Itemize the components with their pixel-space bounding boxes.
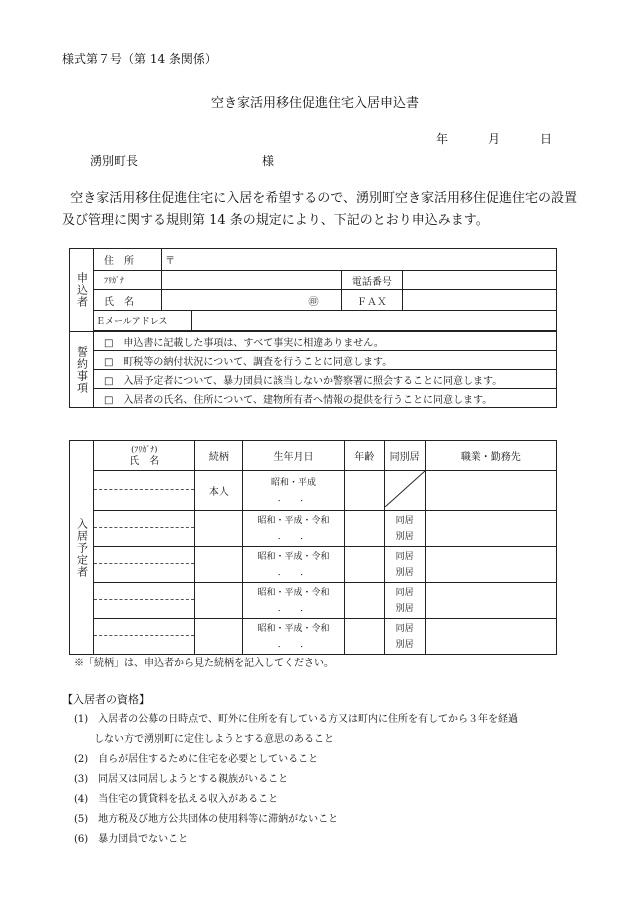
resident-occupation-field[interactable] (425, 619, 556, 655)
date-dots: ． ． (277, 603, 310, 614)
qualification-item: (6) 暴力団員でないこと (74, 834, 189, 845)
date-year: 年 (436, 132, 449, 146)
era-choices: 昭和・平成 (271, 477, 317, 488)
resident-age-field[interactable] (344, 511, 384, 547)
era-choices: 昭和・平成・令和 (257, 515, 330, 526)
header-relation: 続柄 (195, 441, 243, 471)
era-choices: 昭和・平成・令和 (257, 551, 330, 562)
address-label: 住 所 (93, 249, 161, 271)
intro-text: 空き家活用移住促進住宅に入居を希望するので、湧別町空き家活用移住促進住宅の設置及び管理に関する規則第 14 条の規定により、下記のとおり申込みます。 (62, 191, 578, 228)
resident-relation: 本人 (195, 471, 243, 511)
resident-occupation-field[interactable] (425, 547, 556, 583)
fax-field[interactable] (403, 290, 557, 311)
seal-icon: ㊞ (308, 296, 319, 308)
postal-mark: 〒 (165, 256, 176, 267)
resident-age-field[interactable] (344, 583, 384, 619)
header-name (93, 441, 195, 471)
date-dots: ． ． (277, 493, 310, 504)
resident-occupation-field[interactable] (425, 471, 556, 511)
header-age: 年齢 (344, 441, 384, 471)
date-dots: ． ． (277, 639, 310, 650)
addressee-name: 湧別町長 (90, 154, 139, 168)
era-choices: 昭和・平成・令和 (257, 623, 330, 634)
page-title: 空き家活用移住促進住宅入居申込書 (210, 96, 419, 111)
table-row (70, 619, 557, 655)
table-row (70, 511, 557, 547)
applicant-table (69, 248, 557, 408)
resident-birthdate-field[interactable] (243, 471, 345, 511)
pledge-item[interactable]: □ 入居者の氏名、住所について、建物所有者へ情報の提供を行うことに同意します。 (93, 389, 556, 408)
resident-name-field[interactable] (93, 511, 195, 547)
resident-name-field[interactable] (93, 547, 195, 583)
email-field[interactable] (191, 311, 556, 331)
resident-birthdate-field[interactable] (243, 583, 345, 619)
pledge-item[interactable]: □ 町税等の納付状況について、調査を行うことに同意します。 (93, 351, 556, 370)
resident-age-field[interactable] (344, 547, 384, 583)
qualification-item: (1) 入居者の公募の日時点で、町外に住所を有している方又は町内に住所を有してから３年を経過 (74, 714, 518, 725)
pledge-item[interactable]: □ 入居予定者について、暴力団員に該当しないか警察署に照会することに同意します。 (93, 370, 556, 389)
qualification-item: しない方で湧別町に定住しようとする意思のあること (74, 734, 334, 745)
resident-age-field[interactable] (344, 619, 384, 655)
addressee-honorific: 様 (262, 154, 275, 168)
header-cohabit: 同別居 (384, 441, 425, 471)
qualifications (62, 690, 582, 850)
date-dots: ． ． (277, 531, 310, 542)
fax-label: ＦＡＸ (341, 290, 403, 311)
resident-name-field[interactable] (93, 619, 195, 655)
resident-cohabit-field[interactable]: 同居 別居 (384, 583, 425, 619)
email-label: Ｅメールアドレス (93, 311, 191, 331)
resident-name-field[interactable] (93, 471, 195, 511)
pledge-item[interactable]: □ 申込書に記載した事項は、すべて事実に相違ありません。 (93, 332, 556, 351)
qualifications-heading: 【入居者の資格】 (62, 693, 150, 706)
header-birthdate: 生年月日 (243, 441, 345, 471)
resident-occupation-field[interactable] (425, 583, 556, 619)
resident-age-field[interactable] (344, 471, 384, 511)
resident-relation-field[interactable] (195, 583, 243, 619)
era-choices: 昭和・平成・令和 (257, 587, 330, 598)
diagonal-slash-icon (385, 471, 425, 507)
resident-birthdate-field[interactable] (243, 547, 345, 583)
phone-field[interactable] (403, 271, 557, 290)
resident-cohabit-field[interactable]: 同居 別居 (384, 511, 425, 547)
furigana-label: ﾌﾘｶﾞﾅ (93, 271, 161, 290)
qualification-item: (4) 当住宅の賃貸料を払える収入があること (74, 794, 279, 805)
resident-relation-field[interactable] (195, 511, 243, 547)
header-occupation: 職業・勤務先 (425, 441, 556, 471)
resident-birthdate-field[interactable] (243, 619, 345, 655)
residents-section-label: 入居予定者 (70, 441, 94, 655)
relation-note: ※「続柄」は、申込者から見た続柄を記入してください。 (74, 658, 334, 669)
pledge-section-label: 誓約事項 (70, 332, 94, 408)
furigana-field[interactable] (161, 271, 341, 290)
resident-name-field[interactable] (93, 583, 195, 619)
resident-cohabit-field[interactable]: 同居 別居 (384, 619, 425, 655)
table-row (70, 471, 557, 511)
residents-table (69, 440, 557, 655)
date-dots: ． ． (277, 567, 310, 578)
qualification-item: (3) 同居又は同居しようとする親族がいること (74, 774, 289, 785)
cohabit-na (384, 471, 425, 511)
table-row (70, 547, 557, 583)
resident-occupation-field[interactable] (425, 511, 556, 547)
applicant-section-label: 申込者 (70, 249, 94, 332)
date-day: 日 (540, 132, 553, 146)
name-field[interactable] (161, 290, 341, 311)
phone-label: 電話番号 (341, 271, 403, 290)
qualification-item: (2) 自らが居住するために住宅を必要としていること (74, 754, 319, 765)
resident-relation-field[interactable] (195, 547, 243, 583)
address-field[interactable] (161, 249, 556, 271)
form-number: 様式第７号（第 14 条関係） (62, 52, 217, 66)
name-label: 氏 名 (93, 290, 161, 311)
date-month: 月 (488, 132, 501, 146)
header-name-label: 氏 名 (129, 455, 160, 467)
qualification-item: (5) 地方税及び地方公共団体の使用料等に滞納がないこと (74, 814, 339, 825)
resident-relation-field[interactable] (195, 619, 243, 655)
header-furigana: (ﾌﾘｶﾞﾅ) (131, 444, 158, 454)
resident-cohabit-field[interactable]: 同居 別居 (384, 547, 425, 583)
table-row (70, 583, 557, 619)
resident-birthdate-field[interactable] (243, 511, 345, 547)
